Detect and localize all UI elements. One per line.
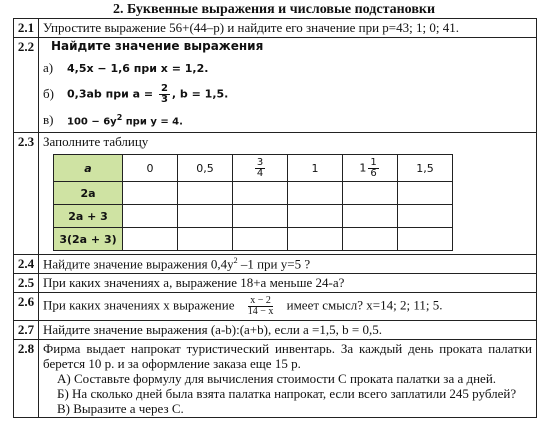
task-table (13, 18, 537, 418)
empty-cell (343, 182, 398, 205)
subtask-c: В) Выразите a через C. (57, 401, 184, 417)
column-header-mixed: 1 $\frac{1}{6}$ (343, 155, 398, 182)
empty-cell (178, 228, 233, 251)
task-row-2-6 (14, 293, 537, 321)
task-number: 2.7 (14, 321, 39, 340)
empty-cell (398, 228, 453, 251)
fill-in-table (53, 154, 453, 251)
column-header: 0,5 (178, 155, 233, 182)
column-header: 0 (123, 155, 178, 182)
task-row-2-1 (14, 19, 537, 38)
page-title: 2. Буквенные выражения и числовые подстановки (112, 2, 436, 17)
task-row-2-3 (14, 133, 537, 255)
table-header-a: a (54, 155, 123, 182)
column-header: 1,5 (398, 155, 453, 182)
task-text: При каких значениях x выражение $\frac{x - 2}{14 - x}$ имеет смысл? x=14; 2; 11; 5. (39, 293, 537, 321)
empty-cell (233, 182, 288, 205)
empty-cell (123, 228, 178, 251)
empty-cell (178, 182, 233, 205)
empty-cell (343, 228, 398, 251)
expression-a: 4,5x − 1,6 при x = 1,2. (67, 61, 209, 75)
task-number: 2.6 (14, 293, 39, 321)
column-header: 1 (288, 155, 343, 182)
expression-b: 0,3ab при a = $\frac{2}{3}$ , b = 1,5. (67, 82, 229, 105)
task-number: 2.5 (14, 274, 39, 293)
row-header: 2a (54, 182, 123, 205)
task-row-2-4 (14, 255, 537, 274)
empty-cell (398, 205, 453, 228)
task-number: 2.1 (14, 19, 39, 38)
task-row-2-5 (14, 274, 537, 293)
empty-cell (178, 205, 233, 228)
task-row-2-2 (14, 38, 537, 133)
subtask-b: Б) На сколько дней была взята палатка напрокат, если всего заплатили 245 рублей? (57, 386, 517, 402)
task-number: 2.2 (14, 38, 39, 133)
column-header-fraction: $\frac{3}{4}$ (233, 155, 288, 182)
subtask-a: а) 4,5x − 1,6 при x = 1,2. (43, 60, 209, 75)
expression-c: $100 - 6y^2$ при y = 4. (67, 112, 183, 128)
row-header: 2a + 3 (54, 205, 123, 228)
empty-cell (233, 205, 288, 228)
task-text: Заполните таблицу (43, 134, 149, 149)
empty-cell (398, 182, 453, 205)
empty-cell (343, 205, 398, 228)
task-text: Найдите значение выражения $0,4y^2$ –1 при y=5 ? (39, 255, 537, 274)
task-text: При каких значениях a, выражение 18+a меньше 24-a? (39, 274, 537, 293)
row-header: 3(2a + 3) (54, 228, 123, 251)
task-text: Найдите значение выражения (a-b):(a+b), если a =1,5, b = 0,5. (39, 321, 537, 340)
task-number: 2.4 (14, 255, 39, 274)
empty-cell (123, 182, 178, 205)
task-row-2-8 (14, 340, 537, 418)
task-number: 2.3 (14, 133, 39, 255)
task-heading: Найдите значение выражения (51, 39, 264, 53)
empty-cell (288, 182, 343, 205)
task-text (39, 340, 537, 418)
task-number: 2.8 (14, 340, 39, 418)
empty-cell (288, 228, 343, 251)
subtask-b: б) 0,3ab при a = $\frac{2}{3}$ , b = 1,5. (43, 82, 229, 105)
subtask-a: А) Составьте формулу для вычисления стоимости C проката палатки за a дней. (57, 371, 497, 387)
subtask-c: в) $100 - 6y^2$ при y = 4. (43, 112, 183, 128)
task-text: Упростите выражение 56+(44–p) и найдите его значение при p=43; 1; 0; 41. (39, 19, 537, 38)
task-row-2-7 (14, 321, 537, 340)
empty-cell (123, 205, 178, 228)
task-paragraph: Фирма выдает напрокат туристический инвентарь. За каждый день проката палатки берется 10 р. и за оформление заказа еще 15 р. (43, 341, 532, 372)
empty-cell (233, 228, 288, 251)
empty-cell (288, 205, 343, 228)
